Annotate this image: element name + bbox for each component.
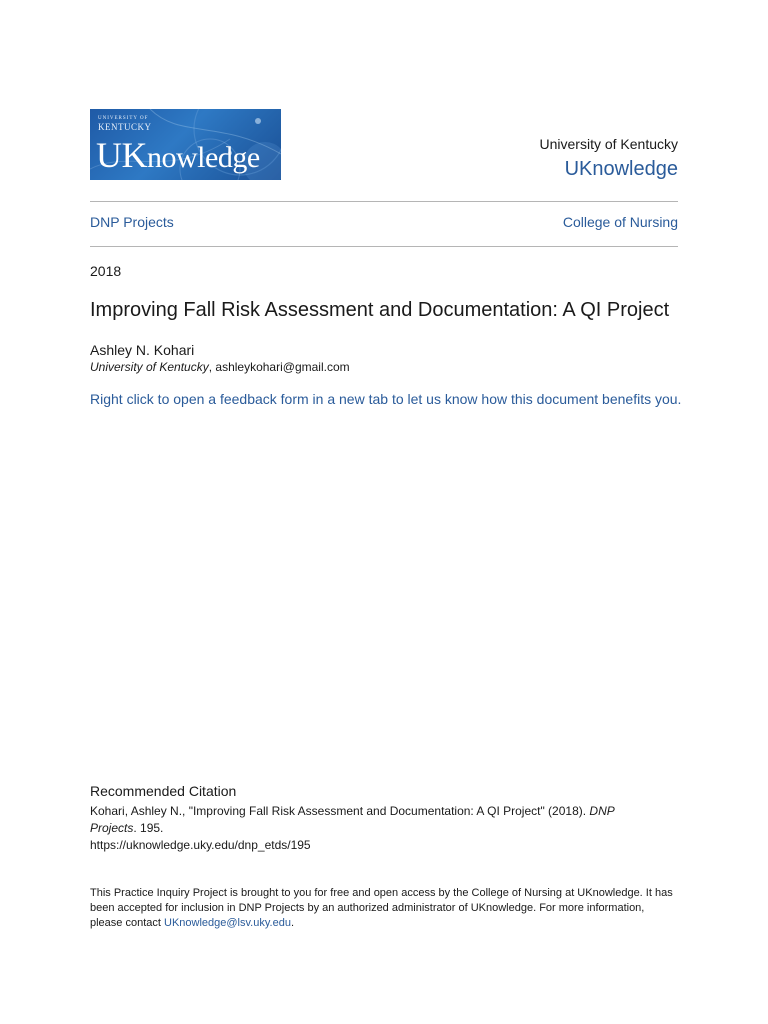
open-access-note-end: . [290, 917, 294, 929]
affiliation-separator: , [208, 360, 213, 374]
document-title: Improving Fall Risk Assessment and Documentation: A QI Project [90, 299, 670, 321]
logo-wordmark: UKnowledge [96, 135, 260, 175]
contact-email-link[interactable]: UKnowledge@lsv.uky.edu [164, 917, 291, 929]
collection-link[interactable]: DNP Projects [90, 214, 174, 230]
citation-series: DNP Projects [90, 804, 615, 835]
repository-link[interactable]: UKnowledge [564, 158, 678, 180]
author-email: ashleykohari@gmail.com [212, 360, 350, 374]
open-access-note [90, 886, 678, 931]
publication-year: 2018 [90, 263, 122, 279]
citation-heading: Recommended Citation [90, 783, 237, 799]
author-name: Ashley N. Kohari [90, 342, 195, 358]
recommended-citation [90, 803, 650, 854]
citation-text-part2: . 195. [133, 821, 164, 835]
open-access-note-text: This Practice Inquiry Project is brought to you for free and open access by the College of Nursing at UKnowledge. It has been accepted for inclusion in DNP Projects by an authorized administrator of UKnowledge. For more information, please contact [90, 887, 673, 929]
institution-name: University of Kentucky [539, 136, 678, 152]
nav-divider [90, 246, 678, 247]
author-affiliation [90, 360, 350, 374]
citation-url[interactable]: https://uknowledge.uky.edu/dnp_etds/195 [90, 838, 311, 852]
citation-text-part1: Kohari, Ashley N., "Improving Fall Risk Assessment and Documentation: A QI Project" (2018). [90, 804, 590, 818]
affiliation-institution: University of Kentucky [90, 360, 209, 374]
header-divider [90, 201, 678, 202]
uknowledge-logo[interactable] [90, 109, 281, 180]
logo-subtitle: UNIVERSITY OF KENTUCKY [98, 116, 152, 132]
document-cover-page [90, 0, 682, 1024]
feedback-form-link[interactable]: Right click to open a feedback form in a new tab to let us know how this document benefits you. [90, 391, 682, 407]
college-link[interactable]: College of Nursing [562, 214, 678, 230]
